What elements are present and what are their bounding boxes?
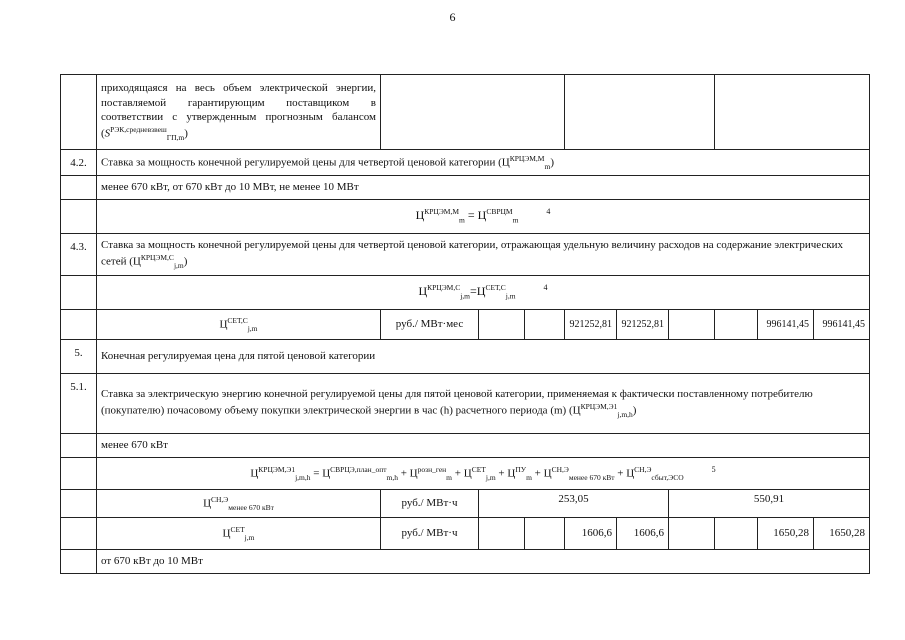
table-row xyxy=(61,434,870,458)
symbol-sup: КРЦЭМ,Э1 xyxy=(580,401,618,411)
formula-plus: + xyxy=(452,467,464,480)
text-cell xyxy=(97,75,381,150)
num-cell xyxy=(61,518,97,550)
paren: ) xyxy=(184,127,188,140)
title-text: Ставка за мощность конечной регулируемой цены для четвертой ценовой категории, отражающая удельную величину расходов на содержание электрических сетей ( xyxy=(101,239,844,268)
value-cell: 1606,6 xyxy=(565,518,617,550)
formula-5-1 xyxy=(97,458,870,490)
formula-eq: = xyxy=(464,208,478,223)
value-cell: 550,91 xyxy=(669,490,870,518)
formula-symbol: Ц xyxy=(626,467,635,480)
formula-symbol: Ц xyxy=(322,467,331,480)
formula-eq: = xyxy=(470,284,477,299)
formula-sub: сбыт,ЭСО xyxy=(651,472,684,482)
formula-reference: 4 xyxy=(546,207,551,217)
symbol-sub: j,m xyxy=(244,532,255,542)
section-title xyxy=(97,374,870,434)
formula-symbol: Ц xyxy=(476,284,486,299)
value-cell: 1650,28 xyxy=(758,518,814,550)
tariff-table xyxy=(60,74,870,574)
symbol-sup: КРЦЭМ,С xyxy=(140,252,174,262)
symbol-sub: m xyxy=(544,161,551,171)
num-cell xyxy=(61,310,97,340)
section-title xyxy=(97,234,870,276)
symbol-sup: РЭК,средневзвеш xyxy=(110,125,167,135)
formula-symbol: Ц xyxy=(543,467,552,480)
formula-sub: m xyxy=(526,472,532,482)
table-row xyxy=(61,518,870,550)
value-cell: 1606,6 xyxy=(617,518,669,550)
formula-sub: m xyxy=(459,215,465,225)
table-row xyxy=(61,200,870,234)
num-cell xyxy=(61,490,97,518)
value-cell xyxy=(715,310,758,340)
section-title: Конечная регулируемая цена для пятой ценовой категории xyxy=(97,340,870,374)
formula-symbol: Ц xyxy=(415,208,425,223)
symbol: Ц xyxy=(222,527,231,540)
formula-sub: m xyxy=(512,215,519,225)
section-number: 4.2. xyxy=(61,150,97,176)
value-cell xyxy=(479,310,525,340)
continuation-text: приходящаяся на весь объем электрической энергии, поставляемой гарантирующим поставщиком в соответствии с утвержденным прогнозным балансом ( xyxy=(101,81,376,140)
symbol: Ц xyxy=(132,255,141,268)
num-cell xyxy=(61,550,97,574)
unit-cell: руб./ МВт·мес xyxy=(381,310,479,340)
page-number: 6 xyxy=(449,10,456,24)
formula-plus: + xyxy=(614,467,627,480)
value-cell xyxy=(669,310,715,340)
value-cell: 1650,28 xyxy=(814,518,870,550)
value-cell xyxy=(715,518,758,550)
title-text: Ставка за электрическую энергию конечной регулируемой цены для пятой ценовой категории, применяемая к фактически поставленному потребителю (покупателю) почасовому объему покупки электрической энергии в час (h) расчетного периода (m) ( xyxy=(101,388,813,417)
num-cell xyxy=(61,276,97,310)
value-cell xyxy=(479,518,525,550)
symbol: Ц xyxy=(219,318,228,331)
symbol-sup: СН,Э xyxy=(211,494,229,504)
empty-cell xyxy=(715,75,870,150)
value-cell: 921252,81 xyxy=(617,310,669,340)
num-cell xyxy=(61,75,97,150)
symbol-sup: СЕТ,С xyxy=(227,315,248,325)
formula-sup: СВРЦМ xyxy=(486,207,513,217)
formula-plus: + xyxy=(531,467,544,480)
formula-sup: ПУ xyxy=(515,464,527,474)
value-cell: 253,05 xyxy=(479,490,669,518)
formula-sub: j,m xyxy=(485,472,496,482)
formula-reference: 5 xyxy=(711,464,716,474)
value-label xyxy=(97,490,381,518)
unit-cell: руб./ МВт·ч xyxy=(381,490,479,518)
table-row xyxy=(61,458,870,490)
formula-sub: менее 670 кВт xyxy=(568,472,615,482)
formula-symbol: Ц xyxy=(463,467,472,480)
table-row xyxy=(61,550,870,574)
formula-plus: + xyxy=(397,467,410,480)
symbol: Ц xyxy=(501,156,510,169)
symbol-sub: ГП,m xyxy=(166,133,185,143)
formula-eq: = xyxy=(310,467,323,480)
formula-reference: 4 xyxy=(543,283,548,293)
paren: ) xyxy=(183,255,188,268)
table-row xyxy=(61,234,870,276)
symbol-sub: менее 670 кВт xyxy=(228,502,274,512)
formula-symbol: Ц xyxy=(418,284,428,299)
subsection-title: от 670 кВт до 10 МВт xyxy=(97,550,870,574)
formula-sup: СЕТ,С xyxy=(485,283,506,293)
section-number: 5.1. xyxy=(61,374,97,434)
formula-symbol: Ц xyxy=(477,208,487,223)
value-cell: 921252,81 xyxy=(565,310,617,340)
symbol-sub: j,m xyxy=(247,323,258,333)
symbol: Ц xyxy=(203,497,212,510)
symbol: Ц xyxy=(572,404,581,417)
symbol-sub: j,m,h xyxy=(617,409,633,419)
formula-sub: m,h xyxy=(386,472,398,482)
paren: ) xyxy=(550,156,554,169)
formula-sup: СН,Э xyxy=(634,464,652,474)
formula-sub: m xyxy=(446,472,453,482)
num-cell xyxy=(61,434,97,458)
table-row xyxy=(61,340,870,374)
formula-sup: розн_ген xyxy=(417,464,447,474)
formula-4-3 xyxy=(97,276,870,310)
symbol-sup: КРЦЭМ,М xyxy=(509,153,545,163)
formula-symbol: Ц xyxy=(507,467,516,480)
table-row xyxy=(61,75,870,150)
value-cell xyxy=(669,518,715,550)
table-row xyxy=(61,276,870,310)
value-cell: 996141,45 xyxy=(758,310,814,340)
paren: ) xyxy=(632,404,637,417)
formula-sup: СН,Э xyxy=(551,464,569,474)
table-row xyxy=(61,310,870,340)
formula-sup: СЕТ xyxy=(471,464,486,474)
symbol-sup: СЕТ xyxy=(230,524,245,534)
num-cell xyxy=(61,458,97,490)
title-text: Ставка за мощность конечной регулируемой цены для четвертой ценовой категории ( xyxy=(101,156,502,169)
formula-sub: j,m xyxy=(505,291,516,301)
formula-sub: j,m,h xyxy=(295,472,311,482)
table-row xyxy=(61,374,870,434)
unit-cell: руб./ МВт·ч xyxy=(381,518,479,550)
section-number: 5. xyxy=(61,340,97,374)
formula-sup: КРЦЭМ,Э1 xyxy=(258,464,296,474)
num-cell xyxy=(61,200,97,234)
table-row xyxy=(61,150,870,176)
value-cell xyxy=(525,310,565,340)
value-cell: 996141,45 xyxy=(814,310,870,340)
table-row xyxy=(61,176,870,200)
value-label xyxy=(97,310,381,340)
formula-sup: СВРЦЭ,план_опт xyxy=(330,464,387,474)
subsection-title: менее 670 кВт xyxy=(97,434,870,458)
formula-sup: КРЦЭМ,М xyxy=(424,207,460,217)
formula-sub: j,m xyxy=(460,291,470,301)
formula-symbol: Ц xyxy=(250,467,259,480)
formula-4-2 xyxy=(97,200,870,234)
empty-cell xyxy=(565,75,715,150)
formula-symbol: Ц xyxy=(409,467,418,480)
num-cell xyxy=(61,176,97,200)
formula-plus: + xyxy=(495,467,508,480)
section-number: 4.3. xyxy=(61,234,97,276)
section-title xyxy=(97,150,870,176)
table-row xyxy=(61,490,870,518)
empty-cell xyxy=(381,75,565,150)
symbol: S xyxy=(104,127,111,140)
symbol-sub: j,m xyxy=(173,260,184,270)
value-label xyxy=(97,518,381,550)
formula-sup: КРЦЭМ,С xyxy=(427,283,461,293)
subsection-title: менее 670 кВт, от 670 кВт до 10 МВт, не менее 10 МВт xyxy=(97,176,870,200)
value-cell xyxy=(525,518,565,550)
